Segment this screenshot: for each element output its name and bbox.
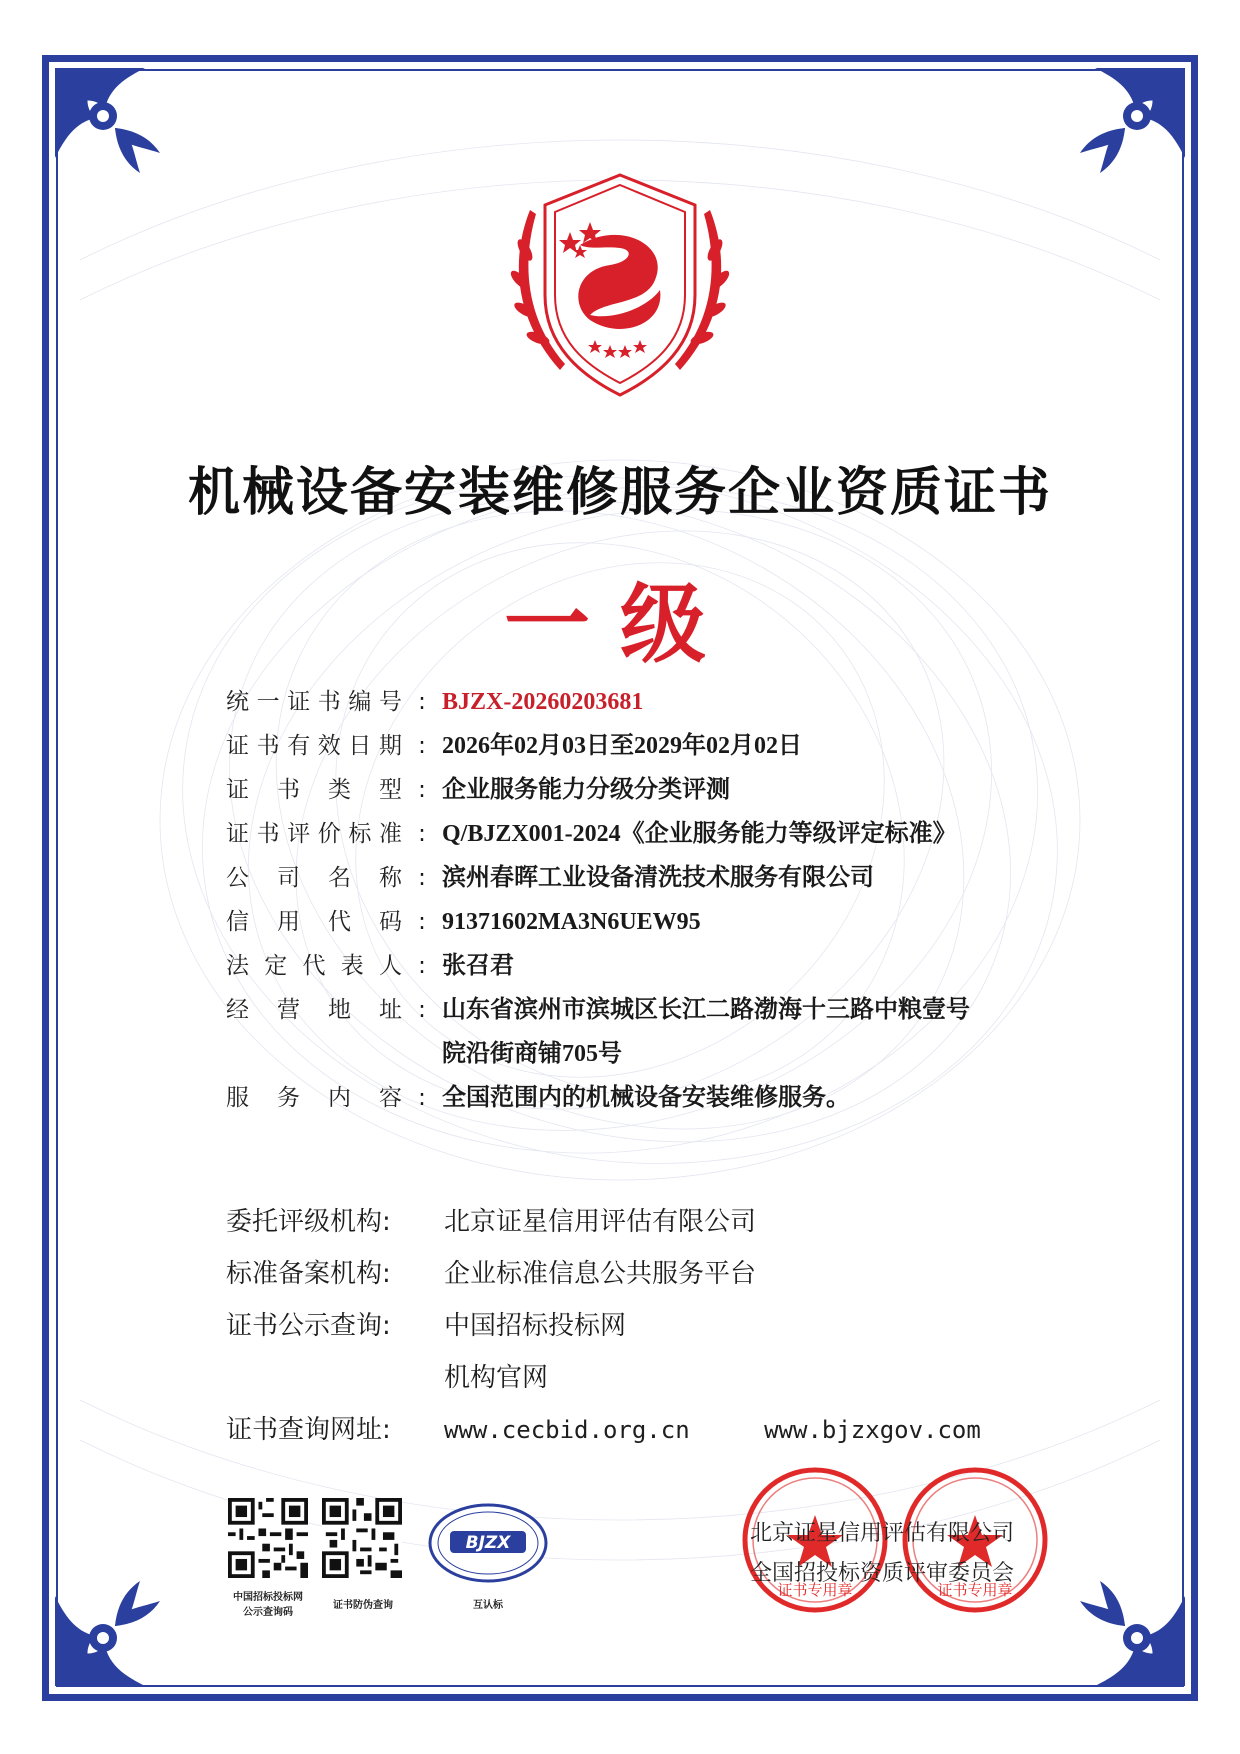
rating-agency-label: 委托评级机构: [226,1207,391,1237]
field-row [226,856,1046,900]
query-url-2[interactable]: www.bjzxgov.com [764,1416,981,1444]
filing-agency-label: 标准备案机构: [226,1259,391,1289]
public-query-label: 证书公示查询: [226,1311,391,1341]
certificate-fields [226,680,1046,1120]
qr-anti-fake-label: 证书防伪查询 [333,1600,393,1611]
field-row [226,900,1046,944]
field-colon: : [418,953,426,979]
badge-text: BJZX [465,1533,511,1553]
field-value: 企业服务能力分级分类评测 [442,777,730,803]
field-row [226,1076,1046,1120]
corner-ornament-top-right [1055,68,1185,198]
qr-code-anti-fake [322,1498,402,1578]
field-value: BJZX-20260203681 [442,689,644,715]
corner-ornament-bottom-right [1055,1556,1185,1686]
public-query-row [226,1300,1046,1352]
field-value: Q/BJZX001-2024《企业服务能力等级评定标准》 [442,821,957,847]
filing-agency-row [226,1248,1046,1300]
field-row [226,724,1046,768]
query-url-1[interactable]: www.cecbid.org.cn [444,1416,690,1444]
field-value: 滨州春晖工业设备清洗技术服务有限公司 [442,865,874,891]
field-value: 张召君 [442,953,514,979]
field-row [226,680,1046,724]
field-row [226,988,1046,1076]
field-label: 服 务 内 容 [226,1085,402,1111]
qr-public-label: 中国招标投标网 公示查询码 [233,1592,303,1618]
field-value: 全国范围内的机械设备安装维修服务。 [442,1085,850,1111]
field-colon: : [418,1085,426,1111]
certificate-grade: 一级 [504,574,736,675]
field-label: 经 营 地 址 [226,997,402,1023]
field-label: 证 书 评 价 标 准 [226,821,402,847]
field-colon: : [418,821,426,847]
public-query-value-2: 机构官网 [444,1363,549,1393]
field-colon: : [418,733,426,759]
field-colon: : [418,777,426,803]
field-row [226,768,1046,812]
rating-agency-row [226,1196,1046,1248]
issuer-name-2: 全国招投标资质评审委员会 [750,1560,1015,1585]
seal-text-1: 证书专用章 [777,1583,853,1599]
issuer-name-1: 北京证星信用评估有限公司 [750,1520,1015,1545]
public-query-row-2 [226,1352,1046,1404]
public-query-value-1: 中国招标投标网 [444,1311,627,1341]
filing-agency-value: 企业标准信息公共服务平台 [444,1259,757,1289]
field-value: 91371602MA3N6UEW95 [442,909,701,935]
badge-label: 互认标 [473,1600,503,1611]
field-label: 法 定 代 表 人 [226,953,402,979]
field-value: 山东省滨州市滨城区长江二路渤海十三路中粮壹号 院沿街商铺705号 [442,997,970,1067]
field-label: 证 书 类 型 [226,777,402,803]
seal-text-2: 证书专用章 [937,1583,1013,1599]
field-row [226,812,1046,856]
organization-info [226,1196,1046,1456]
field-colon: : [418,909,426,935]
query-url-row [226,1404,1046,1456]
field-label: 统 一 证 书 编 号 [226,689,402,715]
corner-ornament-top-left [55,68,185,198]
field-colon: : [418,865,426,891]
field-label: 公 司 名 称 [226,865,402,891]
bjzx-mutual-recognition-badge [428,1503,548,1583]
field-colon: : [418,997,426,1023]
field-row [226,944,1046,988]
rating-agency-value: 北京证星信用评估有限公司 [444,1207,757,1237]
field-label: 证 书 有 效 日 期 [226,733,402,759]
qr-code-public-query [228,1498,308,1578]
corner-ornament-bottom-left [55,1556,185,1686]
query-url-label: 证书查询网址: [226,1415,391,1445]
field-label: 信 用 代 码 [226,909,402,935]
certificate-title: 机械设备安装维修服务企业资质证书 [187,462,1052,523]
field-value: 2026年02月03日至2029年02月02日 [442,733,802,759]
shield-laurel-emblem [470,150,770,420]
field-colon: : [418,689,426,715]
